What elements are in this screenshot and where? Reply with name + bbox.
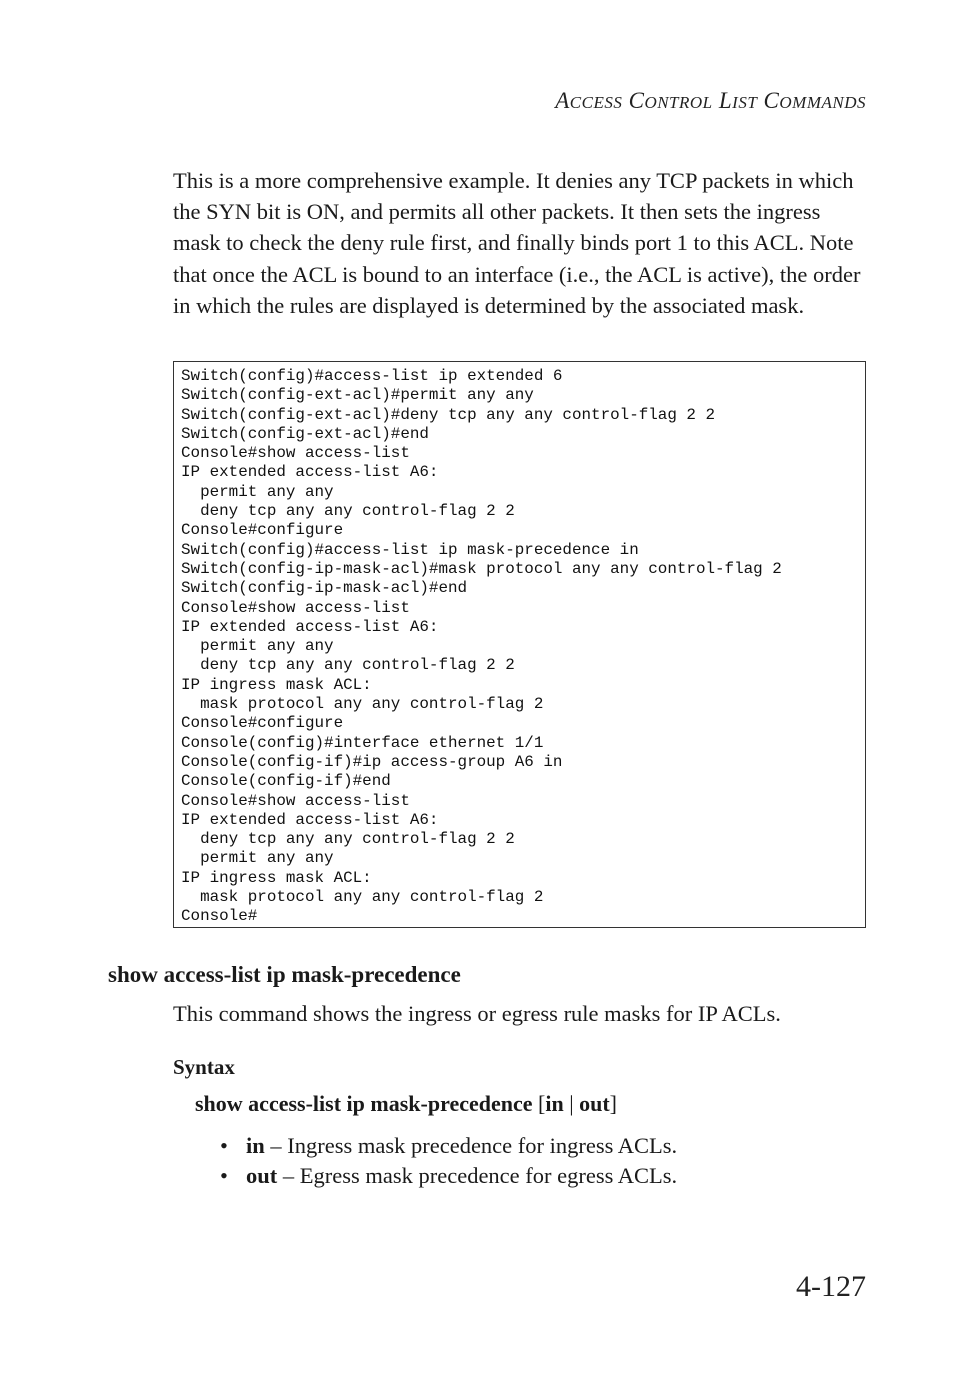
parameter-term: in [246, 1133, 265, 1158]
list-item [218, 1131, 677, 1161]
header-c-rest: ONTROL [644, 93, 713, 112]
syntax-close-bracket: ] [609, 1091, 617, 1116]
syntax-option-out: out [579, 1091, 610, 1116]
header-l-rest: IST [732, 93, 758, 112]
syntax-command: show access-list ip mask-precedence [195, 1091, 533, 1116]
bullet-dot: • [220, 1133, 228, 1158]
header-a-cap: A [555, 88, 570, 113]
parameter-text: – Egress mask precedence for egress ACLs. [277, 1162, 678, 1188]
page-number: 4-127 [796, 1270, 866, 1303]
parameter-term: out [246, 1162, 278, 1188]
intro-paragraph: This is a more comprehensive example. It denies any TCP packets in which the SYN bit is ON, and permits all other packets. It then sets the ingress mask to check the deny rule first, and finally binds port 1 to this ACL. Note that once the ACL is bound to an interface (i.e., the ACL is active), the order in which the rules are displayed is determined by the associated mask. [173, 168, 861, 318]
header-c-cap: C [628, 88, 645, 113]
parameter-text: – Ingress mask precedence for ingress ACLs. [264, 1133, 678, 1158]
header-a-rest: CCESS [569, 93, 623, 112]
syntax-heading: Syntax [173, 1055, 235, 1079]
syntax-separator: | [563, 1091, 580, 1116]
list-item [218, 1161, 677, 1191]
syntax-line [195, 1091, 617, 1117]
header-m-rest: OMMANDS [779, 93, 866, 112]
header-m-cap: C [763, 88, 780, 113]
parameter-list [218, 1131, 677, 1190]
running-header [555, 88, 866, 114]
code-example: Switch(config)#access-list ip extended 6 Switch(config-ext-acl)#permit any any Switch(config-ext-acl)#deny tcp any any control-flag 2 2 Switch(config-ext-acl)#end Console#show access-list IP extended access-list A6: permit any any deny tcp any any control-flag 2 2 Console#configure Switch(config)#access-list ip mask-precedence in Switch(config-ip-mask-acl)#mask protocol any any control-flag 2 Switch(config-ip-mask-acl)#end Console#show access-list IP extended access-list A6: permit any any deny tcp any any control-flag 2 2 IP ingress mask ACL: mask protocol any any control-flag 2 Console#configure Console(config)#interface ethernet 1/1 Console(config-if)#ip access-group A6 in Console(config-if)#end Console#show access-list IP extended access-list A6: deny tcp any any control-flag 2 2 permit any any IP ingress mask ACL: mask protocol any any control-flag 2 Console# [181, 367, 782, 926]
section-title: show access-list ip mask-precedence [108, 962, 461, 987]
syntax-open-bracket: [ [532, 1091, 546, 1116]
bullet-dot: • [220, 1162, 228, 1188]
syntax-option-in: in [545, 1091, 564, 1116]
section-description: This command shows the ingress or egress rule masks for IP ACLs. [173, 1001, 781, 1026]
header-l-cap: L [718, 88, 733, 113]
code-example-box [173, 361, 866, 928]
